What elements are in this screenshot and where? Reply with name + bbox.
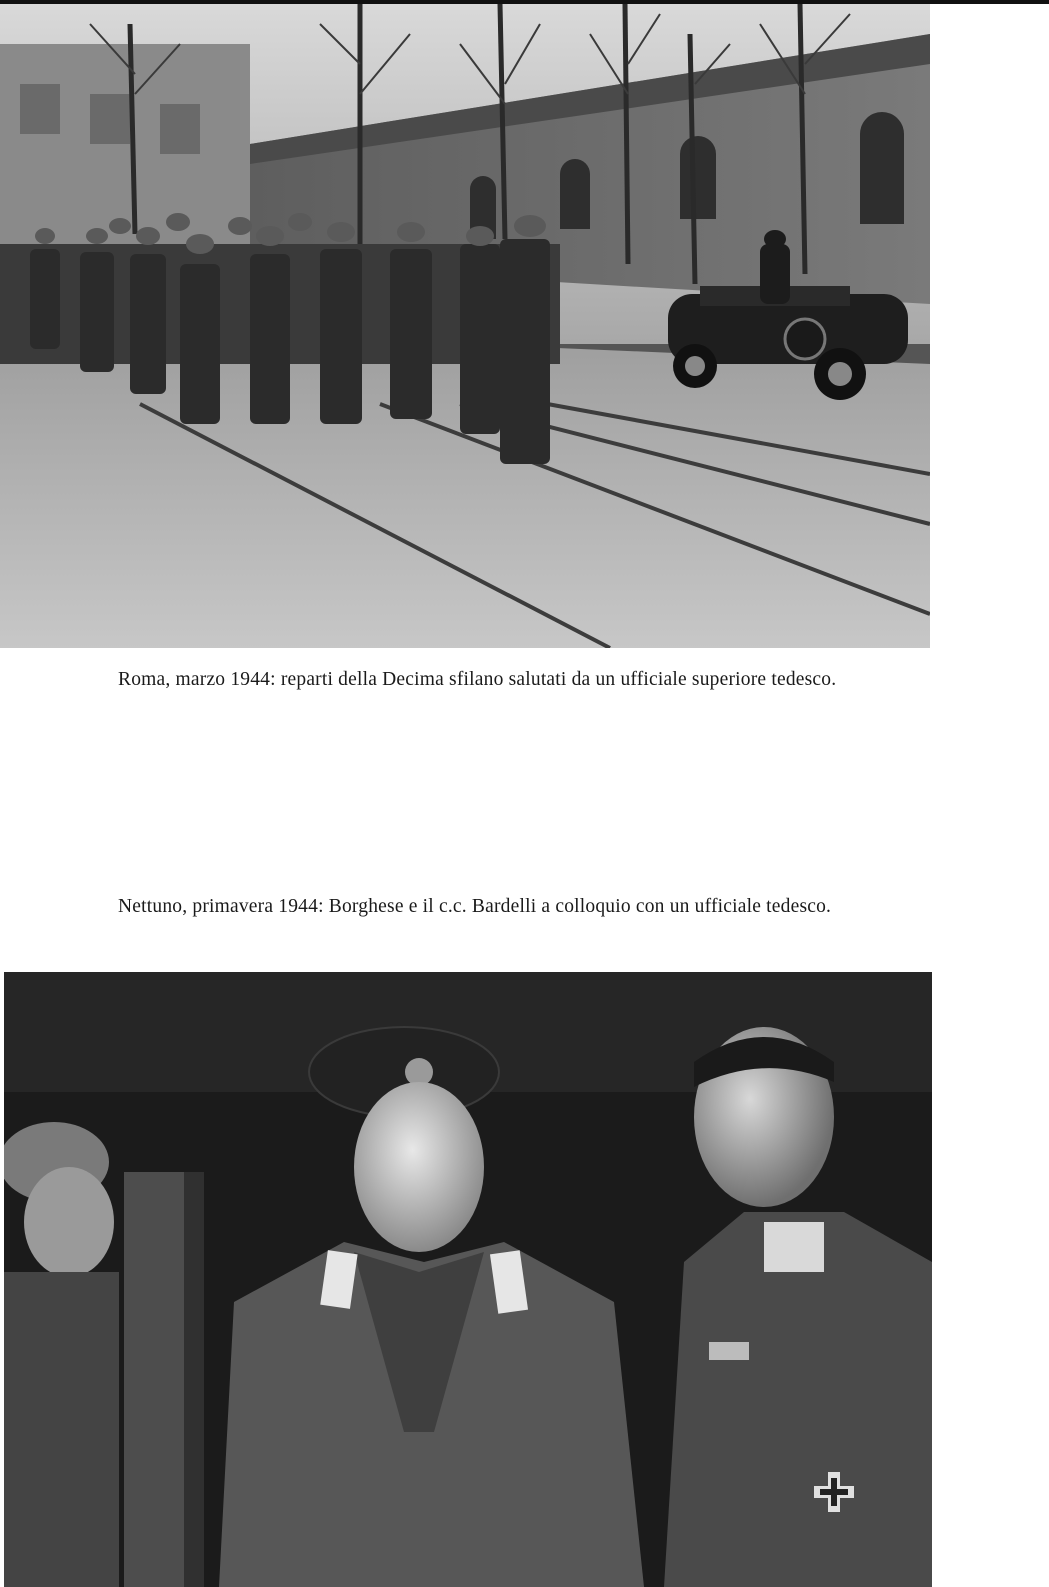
officers-photo-drawing [4, 972, 932, 1587]
parade-photo-drawing [0, 4, 930, 648]
officers-caption: Nettuno, primavera 1944: Borghese e il c.c. Bardelli a colloquio con un ufficiale tedesco. [118, 896, 832, 917]
officers-photograph [4, 972, 932, 1587]
parade-photograph [0, 4, 930, 648]
parade-caption: Roma, marzo 1944: reparti della Decima sfilano salutati da un ufficiale superiore tedesco. [118, 669, 837, 690]
